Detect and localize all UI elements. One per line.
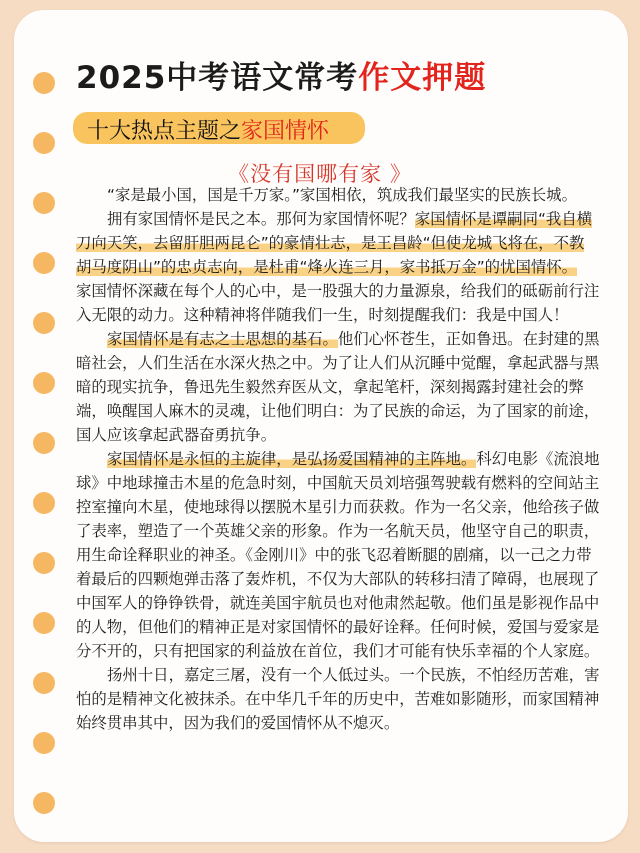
essay-text: 暗社会，人们生活在水深火热之中。为了让人们从沉睡中觉醒，拿起武器与黑 bbox=[76, 354, 600, 372]
essay-line bbox=[76, 615, 628, 639]
essay-text: 用生命诠释职业的神圣。《金刚川》中的张飞忍着断腿的剧痛，以一己之力带 bbox=[76, 546, 592, 564]
essay-line bbox=[76, 471, 628, 495]
essay-line bbox=[76, 327, 628, 351]
essay-title: 《没有国哪有家 》 bbox=[228, 162, 412, 186]
essay-line bbox=[76, 639, 628, 663]
topic-highlight: 家国情怀 bbox=[241, 119, 330, 144]
essay-text: 科幻电影《流浪地 bbox=[476, 450, 600, 468]
topic-banner-text bbox=[87, 114, 329, 145]
binder-hole bbox=[33, 732, 55, 754]
essay-text: 端，唤醒国人麻木的灵魂，让他们明白：为了民族的命运，为了国家的前途， bbox=[76, 402, 600, 420]
essay-line bbox=[76, 663, 628, 687]
binder-hole bbox=[33, 312, 55, 334]
essay-line bbox=[76, 183, 628, 207]
essay-text: 扬州十日，嘉定三屠，没有一个人低过头。一个民族，不怕经历苦难，害 bbox=[107, 666, 600, 684]
essay-text: 国人应该拿起武器奋勇抗争。 bbox=[76, 426, 277, 444]
binder-hole bbox=[33, 492, 55, 514]
binder-hole bbox=[33, 792, 55, 814]
essay-text: 中国军人的铮铮铁骨，就连美国宇航员也对他肃然起敬。他们虽是影视作品中 bbox=[76, 594, 600, 612]
binder-hole bbox=[33, 552, 55, 574]
essay-text: 拥有家国情怀是民之本。那何为家国情怀呢？ bbox=[107, 210, 415, 228]
essay-line bbox=[76, 543, 628, 567]
highlighted-text: 家国情怀是有志之士思想的基石。 bbox=[107, 330, 338, 348]
essay-line bbox=[76, 447, 628, 471]
essay-line bbox=[76, 567, 628, 591]
essay-text: 他们心怀苍生，正如鲁迅。在封建的黑 bbox=[337, 330, 600, 348]
essay-text: 着最后的四颗炮弹击落了轰炸机，不仅为大部队的转移扫清了障碍，也展现了 bbox=[76, 570, 600, 588]
essay-text: 家国情怀深藏在每个人的心中，是一股强大的力量源泉，给我们的砥砺前行注 bbox=[76, 282, 600, 300]
essay-line bbox=[76, 399, 628, 423]
binder-hole bbox=[33, 252, 55, 274]
essay-line bbox=[76, 687, 628, 711]
page-title-main: 2025中考语文常考 bbox=[76, 60, 359, 96]
essay-text: 入无限的动力。这种精神将伴随我们一生，时刻提醒我们：我是中国人！ bbox=[76, 306, 569, 324]
essay-line bbox=[76, 279, 628, 303]
essay-text: 分不开的，只有把国家的利益放在首位，我们才可能有快乐幸福的个人家庭。 bbox=[76, 642, 600, 660]
essay-line bbox=[76, 207, 628, 231]
binder-hole bbox=[33, 372, 55, 394]
essay-text: 控室撞向木星，使地球得以摆脱木星引力而获救。作为一名父亲，他给孩子做 bbox=[76, 498, 600, 516]
essay-line bbox=[76, 591, 628, 615]
binder-hole bbox=[33, 132, 55, 154]
essay-text: 暗的现实抗争，鲁迅先生毅然弃医从文，拿起笔杆，深刻揭露封建社会的弊 bbox=[76, 378, 584, 396]
essay-text: 球》中地球撞击木星的危急时刻，中国航天员刘培强驾驶载有燃料的空间站主 bbox=[76, 474, 600, 492]
highlighted-text: 胡马度阴山”的忠贞志向，是杜甫“烽火连三月，家书抵万金”的忧国情怀。 bbox=[76, 258, 578, 276]
essay-text: 怕的是精神文化被抹杀。在中华几千年的历史中，苦难如影随形，而家国精神 bbox=[76, 690, 600, 708]
essay-line bbox=[76, 519, 628, 543]
highlighted-text: 刀向天笑，去留肝胆两昆仑”的豪情壮志，是王昌龄“但使龙城飞将在，不教 bbox=[76, 234, 585, 252]
essay-line bbox=[76, 255, 628, 279]
essay-line bbox=[76, 423, 628, 447]
essay-line bbox=[76, 495, 628, 519]
highlighted-text: 家国情怀是谭嗣同“我自横 bbox=[414, 210, 593, 228]
binder-hole bbox=[33, 432, 55, 454]
essay-text: “家是最小国，国是千万家。”家国相依，筑成我们最坚实的民族长城。 bbox=[107, 186, 577, 204]
essay-text: 了表率，塑造了一个英雄父亲的形象。作为一名航天员，他坚守自己的职责， bbox=[76, 522, 600, 540]
essay-text: 的人物，但他们的精神正是对家国情怀的最好诠释。任何时候，爱国与爱家是 bbox=[76, 618, 600, 636]
essay-line bbox=[76, 711, 628, 735]
binder-hole bbox=[33, 672, 55, 694]
highlighted-text: 家国情怀是永恒的主旋律，是弘扬爱国精神的主阵地。 bbox=[107, 450, 477, 468]
page-title-highlight: 作文押题 bbox=[358, 60, 487, 96]
essay-line bbox=[76, 375, 628, 399]
page-title bbox=[76, 52, 616, 98]
binder-hole bbox=[33, 192, 55, 214]
essay-line bbox=[76, 303, 628, 327]
topic-prefix: 十大热点主题之 bbox=[87, 119, 242, 144]
essay-line bbox=[76, 231, 628, 255]
essay-body bbox=[76, 183, 628, 735]
essay-line bbox=[76, 351, 628, 375]
binder-hole bbox=[33, 612, 55, 634]
binder-hole bbox=[33, 72, 55, 94]
essay-text: 始终贯串其中，因为我们的爱国情怀从不熄灭。 bbox=[76, 714, 400, 732]
